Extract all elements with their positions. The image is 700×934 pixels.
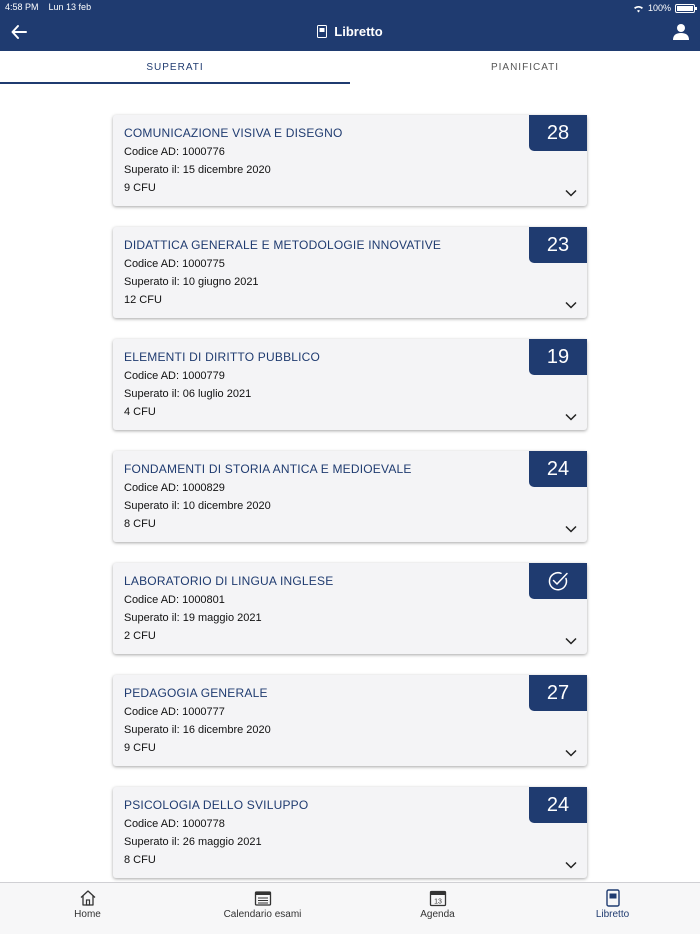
chevron-down-icon[interactable] bbox=[565, 861, 577, 869]
exam-date: Superato il: 10 giugno 2021 bbox=[124, 276, 259, 288]
exam-cfu: 2 CFU bbox=[124, 630, 156, 642]
exam-card[interactable] bbox=[113, 787, 587, 878]
nav-home-label: Home bbox=[74, 909, 101, 920]
chevron-down-icon[interactable] bbox=[565, 749, 577, 757]
tab-superati[interactable]: SUPERATI bbox=[0, 51, 350, 84]
exam-code: Codice AD: 1000777 bbox=[124, 706, 225, 718]
exam-name: COMUNICAZIONE VISIVA E DISEGNO bbox=[124, 126, 343, 140]
nav-libretto-label: Libretto bbox=[595, 909, 630, 920]
exam-code: Codice AD: 1000829 bbox=[124, 482, 225, 494]
exam-date: Superato il: 10 dicembre 2020 bbox=[124, 500, 271, 512]
exam-date: Superato il: 06 luglio 2021 bbox=[124, 388, 252, 400]
exam-name: FONDAMENTI DI STORIA ANTICA E MEDIOEVALE bbox=[124, 462, 412, 476]
exam-grade: 28 bbox=[529, 115, 587, 151]
agenda-icon bbox=[429, 889, 447, 907]
nav-home[interactable] bbox=[0, 883, 175, 934]
exam-card[interactable] bbox=[113, 563, 587, 654]
exam-name: ELEMENTI DI DIRITTO PUBBLICO bbox=[124, 350, 321, 364]
nav-calendario-esami[interactable] bbox=[175, 883, 350, 934]
user-icon[interactable] bbox=[672, 23, 690, 41]
exam-name: DIDATTICA GENERALE E METODOLOGIE INNOVATIVE bbox=[124, 238, 442, 252]
status-time: 4:58 PM bbox=[5, 2, 39, 12]
title-text: Libretto bbox=[334, 24, 383, 39]
chevron-down-icon[interactable] bbox=[565, 301, 577, 309]
exam-grade: 27 bbox=[529, 675, 587, 711]
agenda-day: 13 bbox=[433, 898, 442, 906]
status-bar bbox=[5, 2, 695, 14]
exam-code: Codice AD: 1000775 bbox=[124, 258, 225, 270]
chevron-down-icon[interactable] bbox=[565, 525, 577, 533]
nav-agenda-label: Agenda bbox=[420, 909, 455, 920]
exam-date: Superato il: 19 maggio 2021 bbox=[124, 612, 262, 624]
nav-calendario-label: Calendario esami bbox=[223, 909, 302, 920]
status-date: Lun 13 feb bbox=[48, 2, 92, 12]
exam-card[interactable] bbox=[113, 675, 587, 766]
exam-grade: 19 bbox=[529, 339, 587, 375]
exam-date: Superato il: 26 maggio 2021 bbox=[124, 836, 262, 848]
battery-icon bbox=[675, 4, 695, 13]
home-icon bbox=[79, 889, 97, 907]
chevron-down-icon[interactable] bbox=[565, 637, 577, 645]
exam-grade: 23 bbox=[529, 227, 587, 263]
wifi-icon bbox=[633, 4, 644, 13]
battery-percent: 100% bbox=[647, 3, 671, 13]
app-header bbox=[0, 0, 700, 51]
exam-list bbox=[113, 115, 587, 899]
exam-code: Codice AD: 1000801 bbox=[124, 594, 225, 606]
chevron-down-icon[interactable] bbox=[565, 189, 577, 197]
exam-name: LABORATORIO DI LINGUA INGLESE bbox=[124, 574, 334, 588]
exam-cfu: 9 CFU bbox=[124, 742, 156, 754]
exam-cfu: 9 CFU bbox=[124, 182, 156, 194]
exam-code: Codice AD: 1000776 bbox=[124, 146, 225, 158]
exam-name: PEDAGOGIA GENERALE bbox=[124, 686, 268, 700]
exam-cfu: 8 CFU bbox=[124, 854, 156, 866]
exam-passed-badge bbox=[529, 563, 587, 599]
exam-card[interactable] bbox=[113, 227, 587, 318]
tab-pianificati[interactable]: PIANIFICATI bbox=[490, 62, 560, 73]
exam-name: PSICOLOGIA DELLO SVILUPPO bbox=[124, 798, 309, 812]
bottom-nav bbox=[0, 882, 700, 934]
exam-grade: 24 bbox=[529, 451, 587, 487]
exam-code: Codice AD: 1000778 bbox=[124, 818, 225, 830]
nav-agenda[interactable] bbox=[350, 883, 525, 934]
booklet-icon bbox=[317, 25, 327, 38]
tab-bar bbox=[0, 51, 700, 84]
booklet-icon bbox=[604, 889, 622, 907]
exam-cfu: 8 CFU bbox=[124, 518, 156, 530]
page-title bbox=[0, 24, 700, 39]
check-circle-icon bbox=[546, 569, 570, 593]
exam-cfu: 4 CFU bbox=[124, 406, 156, 418]
exam-card[interactable] bbox=[113, 451, 587, 542]
chevron-down-icon[interactable] bbox=[565, 413, 577, 421]
exam-grade: 24 bbox=[529, 787, 587, 823]
calendar-icon bbox=[254, 889, 272, 907]
exam-date: Superato il: 16 dicembre 2020 bbox=[124, 724, 271, 736]
nav-libretto[interactable] bbox=[525, 883, 700, 934]
exam-cfu: 12 CFU bbox=[124, 294, 162, 306]
exam-card[interactable] bbox=[113, 115, 587, 206]
exam-date: Superato il: 15 dicembre 2020 bbox=[124, 164, 271, 176]
exam-code: Codice AD: 1000779 bbox=[124, 370, 225, 382]
exam-card[interactable] bbox=[113, 339, 587, 430]
